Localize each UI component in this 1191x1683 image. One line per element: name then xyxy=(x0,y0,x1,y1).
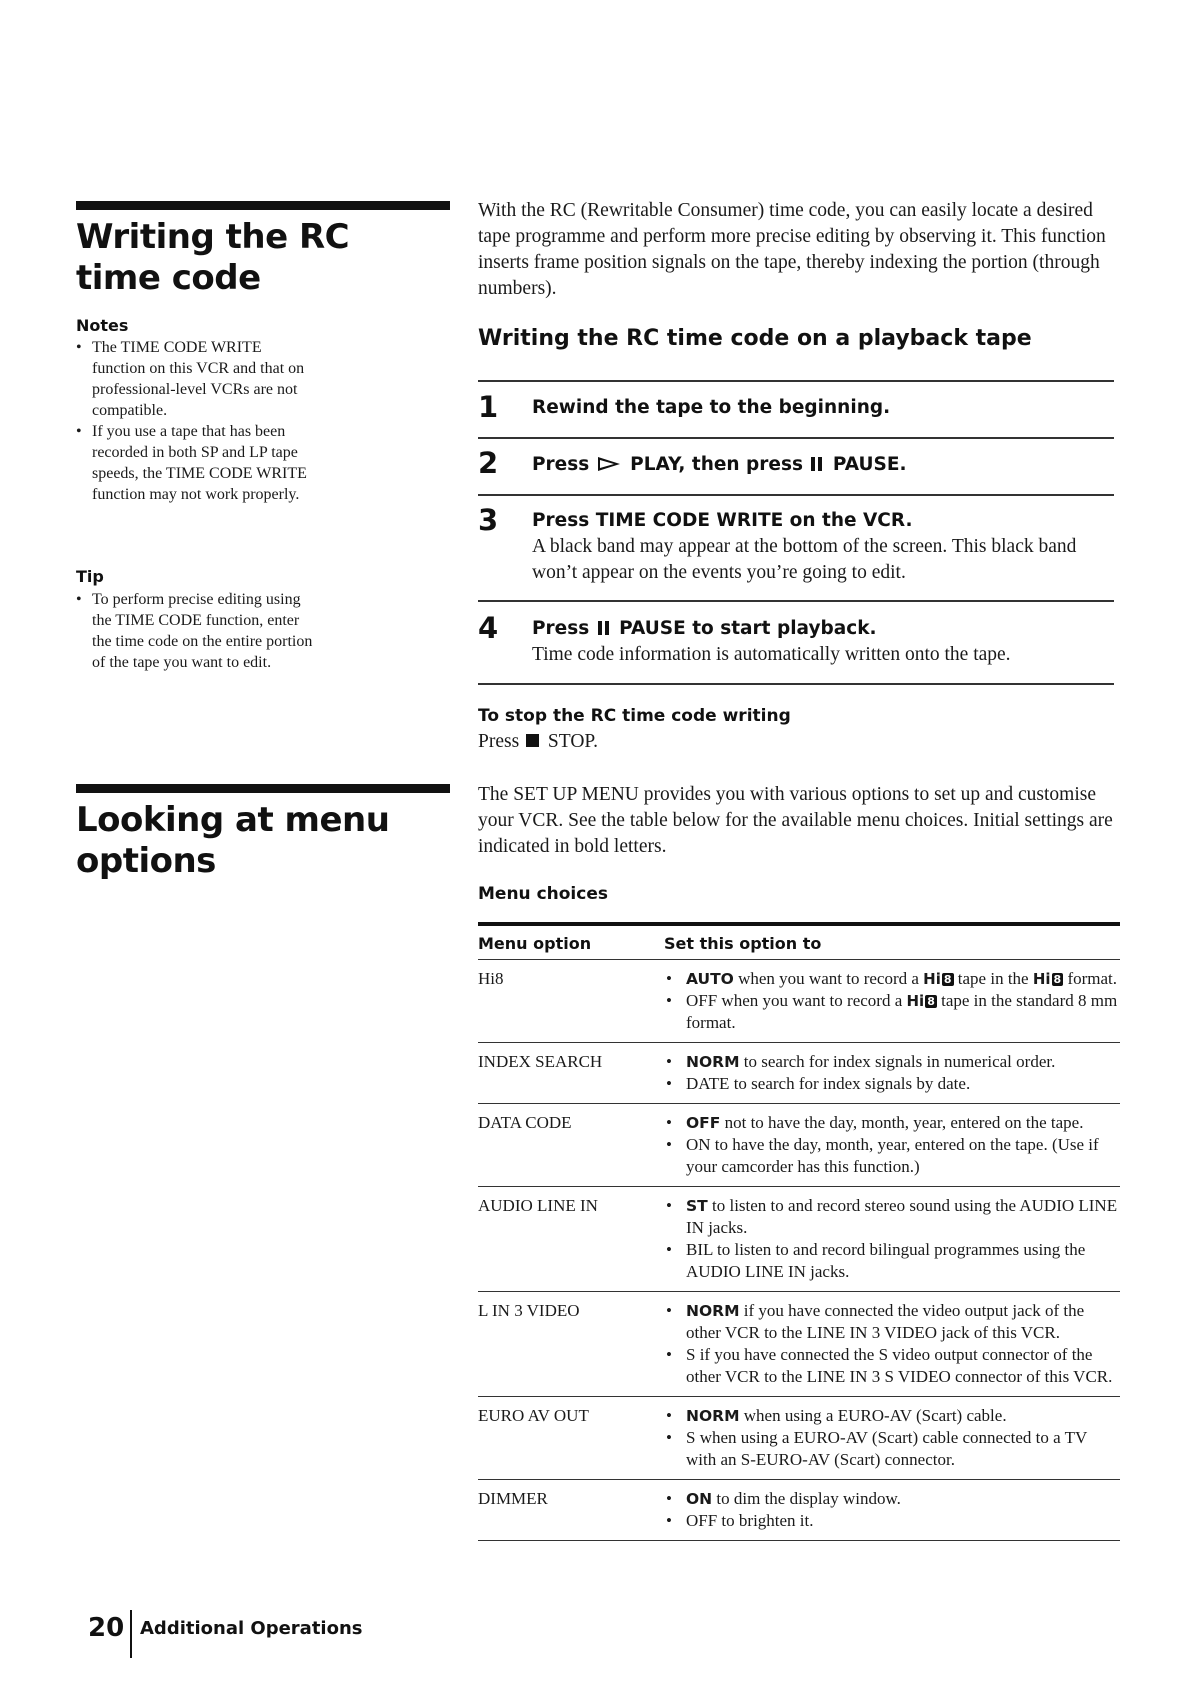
setting-text: OFF to brighten it. xyxy=(686,1511,814,1530)
table-row xyxy=(478,1187,1120,1292)
setting-item xyxy=(664,1051,1120,1073)
notes-list xyxy=(76,337,316,505)
setting-text: to dim the display window. xyxy=(712,1489,901,1508)
step-number: 1 xyxy=(478,390,499,424)
default-setting: OFF xyxy=(686,1114,721,1132)
setting-text: format. xyxy=(1067,969,1118,988)
stop-writing-text xyxy=(478,729,1118,755)
note-item: • If you use a tape that has been recorded in both SP and LP tape speeds, the TIME CODE WRITE function may not work properly. xyxy=(76,421,316,505)
menu-option-cell: DATA CODE xyxy=(478,1113,572,1132)
table-row xyxy=(478,1397,1120,1480)
setting-item xyxy=(664,1510,1120,1532)
step-title xyxy=(532,454,907,475)
step-title: Press TIME CODE WRITE on the VCR. xyxy=(532,510,913,531)
step-title-part: PAUSE to start playback. xyxy=(619,618,877,639)
stop-icon xyxy=(526,734,539,747)
option-settings-cell xyxy=(664,1292,1120,1397)
tips-list xyxy=(76,589,316,673)
menu-option-cell: DIMMER xyxy=(478,1489,548,1508)
footer-divider xyxy=(130,1610,132,1658)
step-title xyxy=(532,618,877,639)
step-number: 3 xyxy=(478,503,499,537)
setting-text: tape in the standard 8 mm format. xyxy=(686,991,1118,1032)
tip-item: • To perform precise editing using the TIME CODE function, enter the time code on the entire portion of the tape you want to edit. xyxy=(76,589,316,673)
hi8-logo-text: Hi xyxy=(923,970,941,988)
default-setting: NORM xyxy=(686,1407,740,1425)
setting-text: if you have connected the video output jack of the other VCR to the LINE IN 3 VIDEO jack of this VCR. xyxy=(686,1301,1085,1342)
option-settings-cell xyxy=(664,1187,1120,1292)
setting-item xyxy=(664,1488,1120,1510)
step-divider xyxy=(478,494,1114,496)
option-settings-cell xyxy=(664,1480,1120,1541)
rc-intro-paragraph: With the RC (Rewritable Consumer) time code, you can easily locate a desired tape programme and perform more precise editing by observing it. This function inserts frame position signals on the tape, thereby indexing the portion (through numbers). xyxy=(478,200,1106,299)
default-setting: NORM xyxy=(686,1053,740,1071)
menu-option-cell: L IN 3 VIDEO xyxy=(478,1301,580,1320)
setting-text: ON to have the day, month, year, entered on the tape. (Use if your camcorder has this function.) xyxy=(686,1135,1099,1176)
table-row xyxy=(478,960,1120,1043)
menu-option-cell: EURO AV OUT xyxy=(478,1406,589,1425)
setting-item xyxy=(664,1344,1120,1388)
setting-text: when using a EURO-AV (Scart) cable. xyxy=(739,1406,1007,1425)
setting-text: to search for index signals in numerical order. xyxy=(739,1052,1056,1071)
step-description: A black band may appear at the bottom of the screen. This black band won’t appear on the events you’re going to edit. xyxy=(532,536,1077,583)
setting-item xyxy=(664,968,1120,990)
setting-text: BIL to listen to and record bilingual programmes using the AUDIO LINE IN jacks. xyxy=(686,1240,1086,1281)
table-row xyxy=(478,1292,1120,1397)
setting-text: to listen to and record stereo sound using the AUDIO LINE IN jacks. xyxy=(686,1196,1118,1237)
column-header: Menu option xyxy=(478,934,592,953)
section-title-menu-options: Looking at menu options xyxy=(76,800,390,881)
step-title-part: Press xyxy=(532,618,590,639)
column-header: Set this option to xyxy=(664,934,822,953)
step-divider xyxy=(478,380,1114,382)
step-divider xyxy=(478,600,1114,602)
section-title-rc-time-code: Writing the RC time code xyxy=(76,217,350,298)
menu-choices-table xyxy=(478,922,1120,1541)
hi8-logo-icon xyxy=(1033,970,1063,988)
step-number: 2 xyxy=(478,446,499,480)
setting-text: tape in the xyxy=(953,969,1033,988)
table-row xyxy=(478,1043,1120,1104)
setting-item xyxy=(664,1195,1120,1239)
setting-text: OFF when you want to record a xyxy=(686,991,907,1010)
setting-item xyxy=(664,1073,1120,1095)
option-settings-cell xyxy=(664,1397,1120,1480)
option-settings-cell xyxy=(664,1043,1120,1104)
hi8-logo-digit: 8 xyxy=(1053,973,1062,986)
page-number: 20 xyxy=(88,1613,125,1643)
option-settings-cell xyxy=(664,1104,1120,1187)
stop-writing-heading: To stop the RC time code writing xyxy=(478,706,791,726)
menu-option-cell: Hi8 xyxy=(478,969,504,988)
hi8-logo-icon xyxy=(923,970,953,988)
menu-choices-heading: Menu choices xyxy=(478,884,608,904)
setting-text: when you want to record a xyxy=(733,969,924,988)
hi8-logo-text: Hi xyxy=(1032,970,1051,988)
default-setting: ST xyxy=(686,1197,708,1215)
setting-item xyxy=(664,1134,1120,1178)
menu-option-cell: AUDIO LINE IN xyxy=(478,1196,598,1215)
hi8-logo-digit: 8 xyxy=(927,995,935,1008)
default-setting: NORM xyxy=(686,1302,740,1320)
default-setting: AUTO xyxy=(686,970,734,988)
menu-intro-paragraph: The SET UP MENU provides you with various options to set up and customise your VCR. See the table below for the available menu choices. Initial settings are indicated in bold letters. xyxy=(478,784,1113,857)
setting-item xyxy=(664,1239,1120,1283)
footer-section-name: Additional Operations xyxy=(140,1618,363,1639)
setting-item xyxy=(664,1300,1120,1344)
step-description: Time code information is automatically written onto the tape. xyxy=(532,644,1011,665)
table-row xyxy=(478,1104,1120,1187)
section-rule xyxy=(76,784,450,793)
step-divider xyxy=(478,437,1114,439)
note-item: • The TIME CODE WRITE function on this VCR and that on professional-level VCRs are not compatible. xyxy=(76,337,316,421)
rc-subheading: Writing the RC time code on a playback tape xyxy=(478,326,1032,351)
setting-text: not to have the day, month, year, entered on the tape. xyxy=(720,1113,1084,1132)
step-number: 4 xyxy=(478,611,499,645)
step-title-part: PLAY, then press xyxy=(630,454,803,475)
hi8-logo-icon xyxy=(907,992,937,1010)
setting-item xyxy=(664,1427,1120,1471)
play-icon xyxy=(598,457,620,471)
table-row xyxy=(478,1480,1120,1541)
menu-option-cell: INDEX SEARCH xyxy=(478,1052,603,1071)
setting-text: S if you have connected the S video output connector of the other VCR to the LINE IN 3 S VIDEO connector of this VCR. xyxy=(686,1345,1113,1386)
hi8-logo-digit: 8 xyxy=(943,973,952,986)
notes-label: Notes xyxy=(76,316,129,335)
pause-icon xyxy=(811,457,822,471)
step-title-part: PAUSE. xyxy=(832,454,907,475)
setting-item xyxy=(664,1112,1120,1134)
hi8-logo-text: Hi xyxy=(906,992,925,1010)
option-settings-cell xyxy=(664,960,1120,1043)
section-rule xyxy=(76,201,450,210)
step-title-part: Press xyxy=(532,454,590,475)
tip-label: Tip xyxy=(76,567,104,586)
setting-text: S when using a EURO-AV (Scart) cable connected to a TV with an S-EURO-AV (Scart) connector. xyxy=(686,1428,1087,1469)
pause-icon xyxy=(598,621,609,635)
table-header-row xyxy=(478,924,1120,960)
stop-text-part: STOP. xyxy=(547,731,598,752)
step-divider xyxy=(478,683,1114,685)
stop-text-part: Press xyxy=(478,731,520,752)
setting-item xyxy=(664,1405,1120,1427)
default-setting: ON xyxy=(686,1490,713,1508)
setting-item xyxy=(664,990,1120,1034)
setting-text: DATE to search for index signals by date. xyxy=(686,1074,971,1093)
step-title: Rewind the tape to the beginning. xyxy=(532,397,891,418)
